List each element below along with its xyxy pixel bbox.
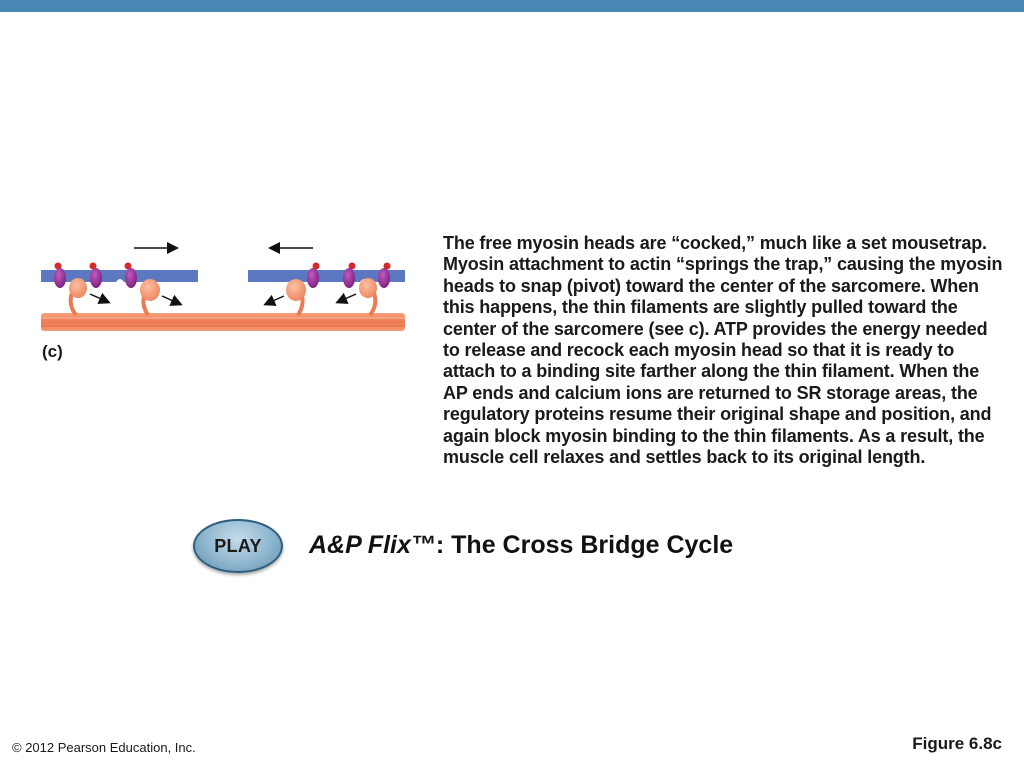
play-button-label: PLAY: [214, 535, 262, 556]
pivot-arrow: [338, 294, 356, 302]
myosin-heads-right: [286, 278, 377, 315]
pivot-arrow: [162, 296, 180, 304]
figure-number: Figure 6.8c: [912, 734, 1002, 753]
cross-bridge-diagram: [36, 236, 412, 376]
copyright-notice: © 2012 Pearson Education, Inc.: [12, 740, 196, 755]
description-paragraph: The free myosin heads are “cocked,” much like a set mousetrap. Myosin attachment to actin “springs the trap,” causing the myosin heads to snap (pivot) toward the center of the sarcomere. When this happens, the thin filaments are slightly pulled toward the center of the sarcomere (see c). ATP provides the energy needed to release and recock each myosin head so that it is ready to attach to a binding site farther along the thin filament. When the AP ends and calcium ions are returned to SR storage areas, the regulatory proteins resume their original shape and position, and again block myosin binding to the thin filaments. As a result, the muscle cell relaxes and settles back to its original length.: [443, 233, 1003, 468]
top-accent-bar: [0, 0, 1024, 12]
play-button[interactable]: [193, 519, 283, 573]
pivot-arrow: [266, 296, 284, 304]
pivot-arrow: [90, 294, 108, 302]
animation-title-brand: A&P Flix™: [309, 531, 436, 559]
thick-filament: [41, 313, 405, 331]
animation-title-text: : The Cross Bridge Cycle: [435, 531, 734, 559]
myosin-heads-left: [69, 278, 160, 315]
figure-panel-label: (c): [42, 342, 63, 361]
animation-title[interactable]: [309, 531, 733, 560]
